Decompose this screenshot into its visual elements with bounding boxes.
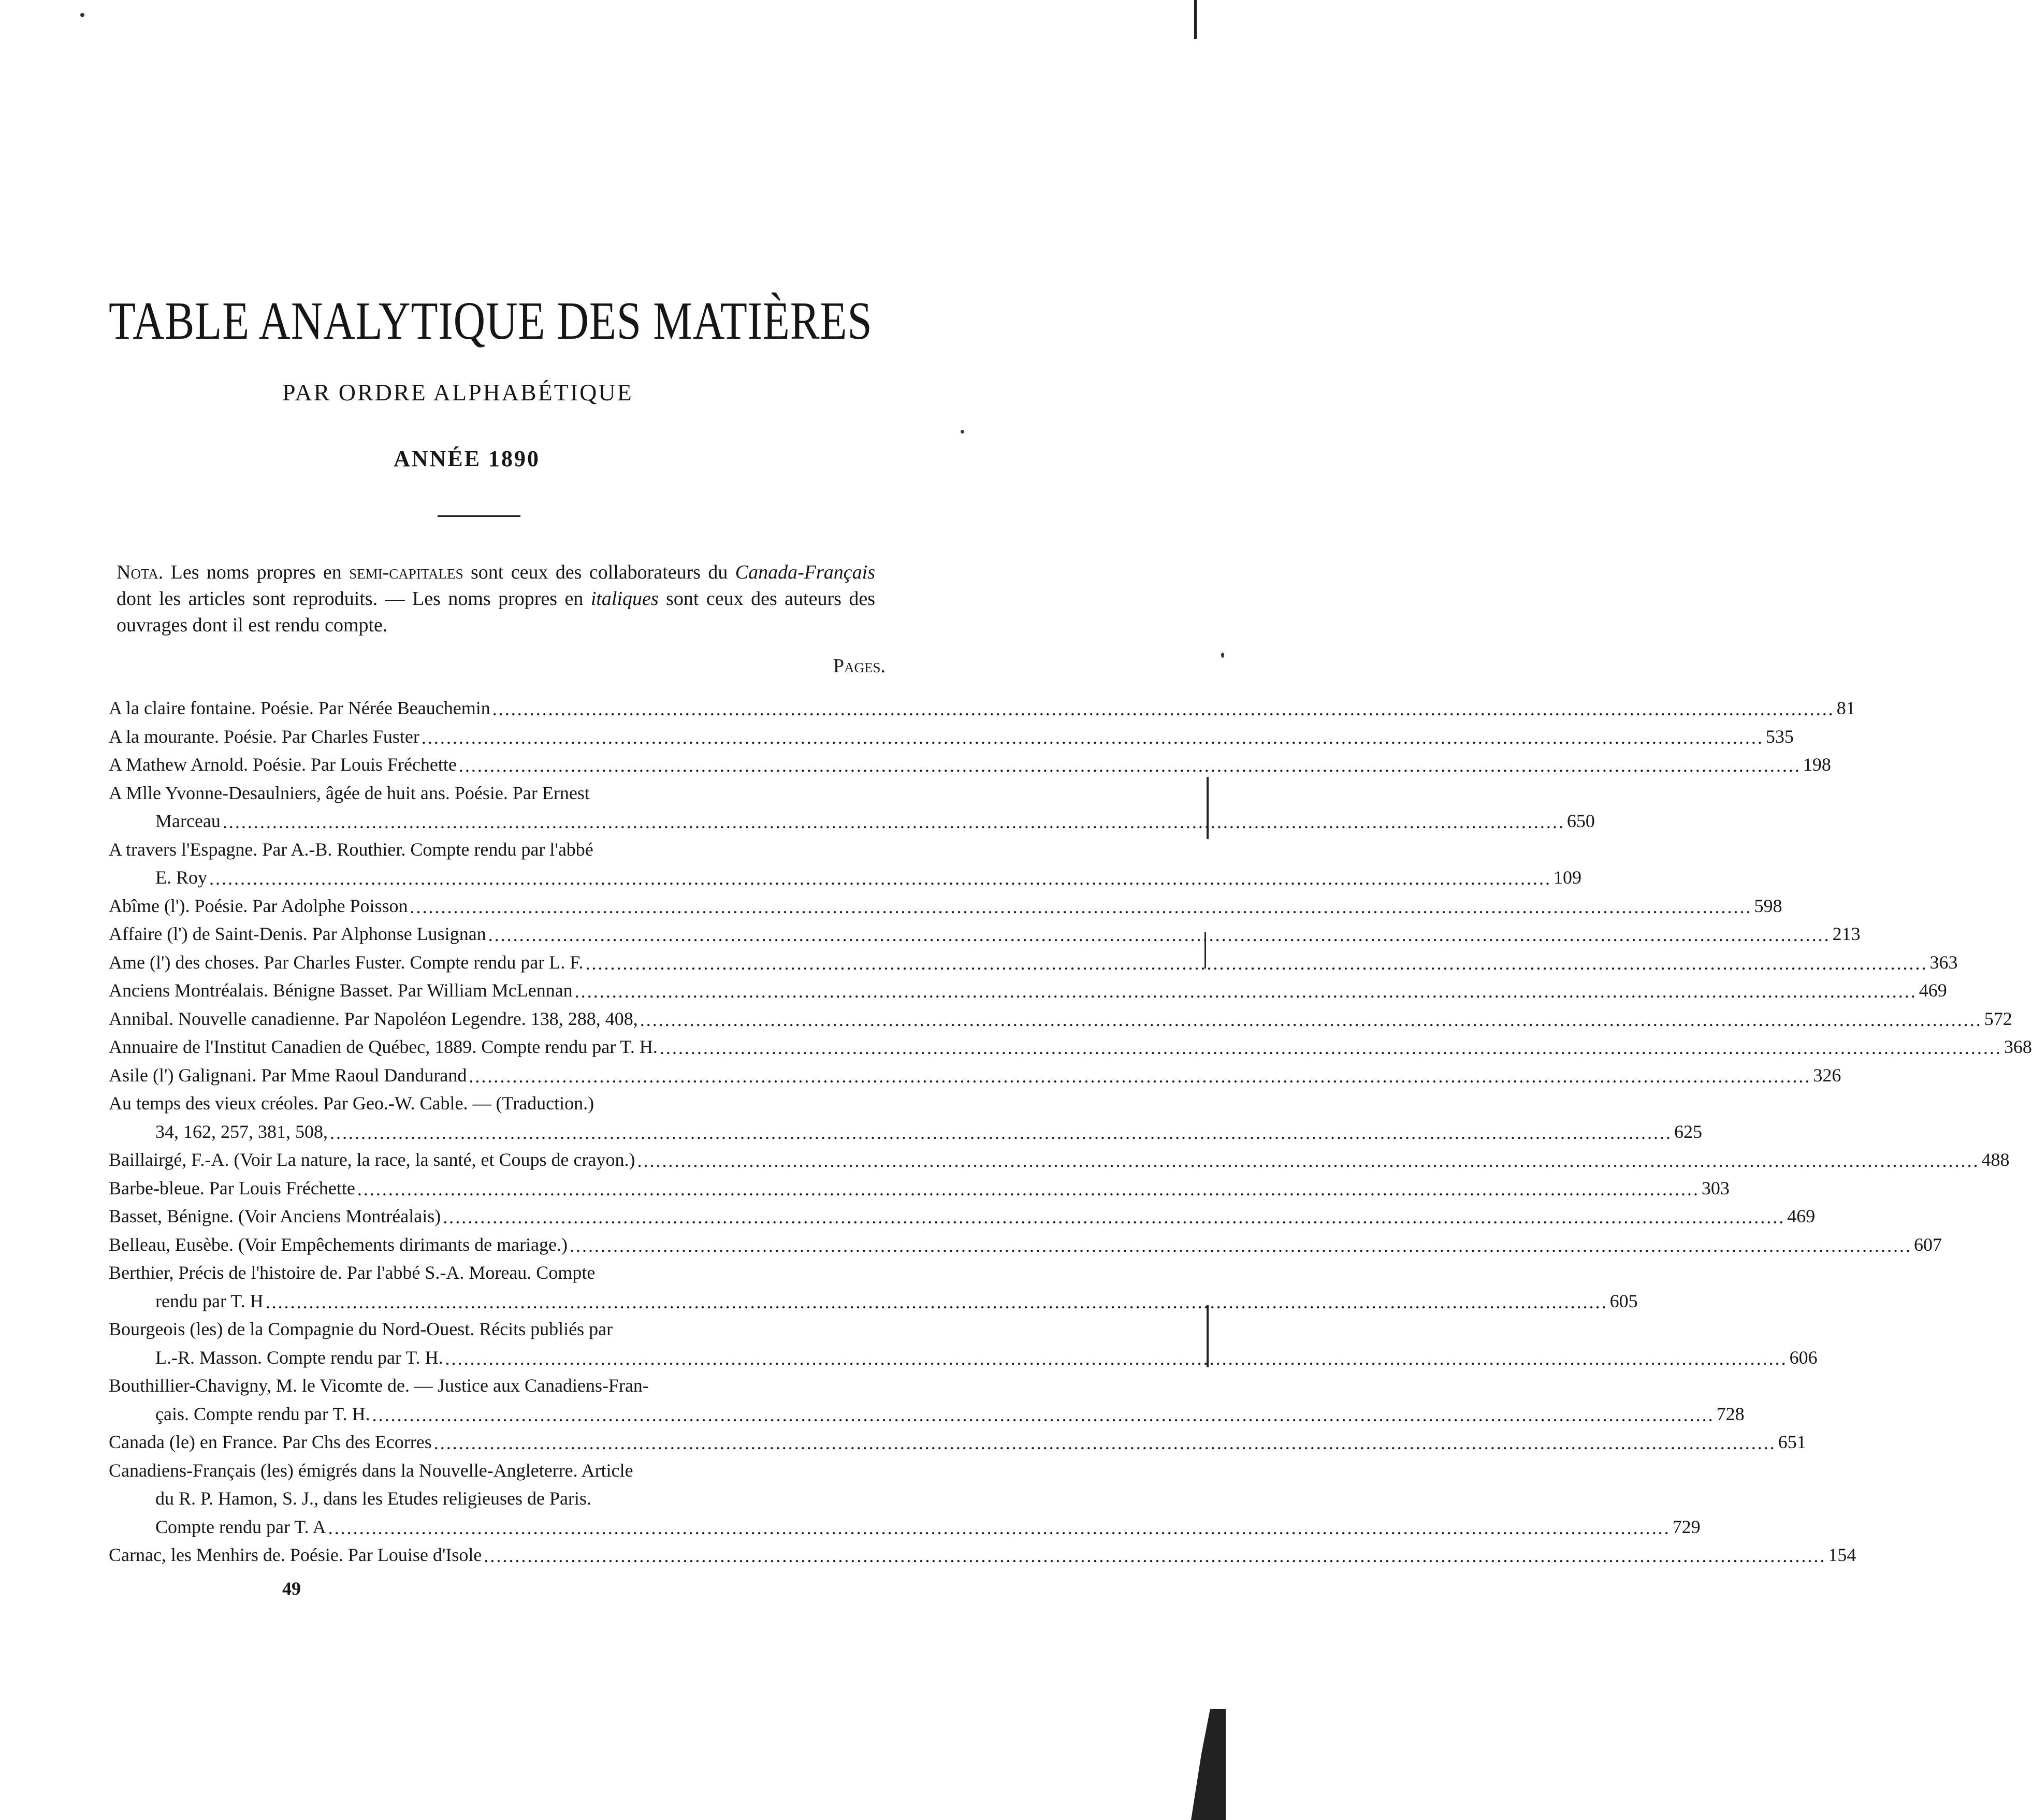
entry-page-number: 728: [1716, 1403, 1745, 1424]
entry-page-number: 535: [1765, 726, 1794, 747]
entry-line: [109, 1146, 2010, 1174]
dot-leader: [660, 1034, 2002, 1052]
entry-page-number: 488: [1981, 1149, 2010, 1170]
dot-leader: [492, 695, 1835, 714]
entry-page-number: 213: [1832, 923, 1861, 944]
entry-page-number: 81: [1836, 698, 1855, 718]
pages-column-heading: Pages.: [833, 655, 886, 677]
nota-text-4: sont ceux des auteurs des ouvrages dont il est rendu compte.: [117, 588, 875, 636]
entry-page-number: 607: [1914, 1234, 1942, 1255]
entry-text: Ame (l') des choses. Par Charles Fuster. Compte rendu par L. F.: [109, 951, 584, 973]
nota-lead: Nota.: [117, 561, 164, 583]
entry-page-number: 363: [1929, 951, 1958, 973]
dot-leader: [640, 1006, 1982, 1024]
scan-edge-mark: [1204, 932, 1206, 969]
entry-line: [109, 1287, 1638, 1316]
nota-text-3: dont les articles sont reproduits. — Les noms propres en: [117, 588, 591, 610]
entry-line: [109, 1484, 880, 1513]
scan-speck: [1221, 653, 1224, 658]
entry-text: Basset, Bénigne. (Voir Anciens Montréalais): [109, 1206, 441, 1226]
entry-line: [109, 1400, 1745, 1428]
entry-line: [109, 1259, 880, 1287]
nota-text-2: sont ceux des collaborateurs du: [463, 561, 735, 583]
entry-text: E. Roy: [155, 867, 208, 888]
entry-text: Bouthillier-Chavigny, M. le Vicomte de. — Justice aux Canadiens-Fran-: [109, 1375, 649, 1396]
dot-leader: [266, 1288, 1608, 1307]
index-entries: [109, 694, 2032, 1569]
entry-line: [109, 1005, 2012, 1033]
nota-italic-term-1: Canada-Français: [735, 561, 876, 583]
index-entry: [109, 892, 1782, 920]
index-entry: [109, 1315, 1818, 1371]
dot-leader: [459, 752, 1801, 770]
entry-text: Belleau, Eusèbe. (Voir Empêchements dirimants de mariage.): [109, 1234, 568, 1255]
index-entry: [109, 1259, 1638, 1315]
scan-speck: [961, 430, 964, 434]
entry-text: rendu par T. H: [155, 1290, 264, 1311]
index-entry: [109, 779, 1595, 835]
entry-line: [109, 1231, 1942, 1259]
entry-line: [109, 1118, 1702, 1146]
index-entry: [109, 1146, 2010, 1174]
entry-line: [109, 1428, 1806, 1456]
scan-edge-mark: [1207, 777, 1209, 839]
entry-text: A Mlle Yvonne-Desaulniers, âgée de huit ans. Poésie. Par Ernest: [109, 782, 590, 803]
dot-leader: [357, 1175, 1700, 1194]
year-heading: ANNÉE 1890: [394, 446, 541, 471]
entry-text: Annibal. Nouvelle canadienne. Par Napoléon Legendre. 138, 288, 408,: [109, 1008, 638, 1029]
dot-leader: [330, 1119, 1672, 1137]
dot-leader: [328, 1514, 1671, 1533]
entry-text: Asile (l') Galignani. Par Mme Raoul Dandurand: [109, 1064, 467, 1086]
index-entry: [109, 835, 1582, 892]
entry-line: [109, 779, 880, 807]
entry-line: [109, 1315, 880, 1344]
dot-leader: [637, 1147, 1979, 1165]
entry-page-number: 368: [2004, 1036, 2032, 1057]
dot-leader: [570, 1232, 1912, 1250]
entry-page-number: 598: [1754, 895, 1782, 916]
entry-page-number: 469: [1919, 980, 1947, 1001]
entry-line: [109, 948, 1958, 977]
dot-leader: [443, 1203, 1785, 1222]
dot-leader: [469, 1062, 1811, 1081]
index-entry: [109, 1174, 1730, 1203]
index-entry: [109, 1541, 1856, 1569]
entry-text: Marceau: [155, 811, 221, 831]
scan-speck: [80, 13, 84, 17]
entry-line: [109, 694, 1855, 723]
entry-text: Anciens Montréalais. Bénigne Basset. Par William McLennan: [109, 980, 573, 1001]
entry-text: Canada (le) en France. Par Chs des Ecorres: [109, 1432, 432, 1452]
entry-line: [109, 1089, 880, 1118]
entry-text: Canadiens-Français (les) émigrés dans la Nouvelle-Angleterre. Article: [109, 1460, 633, 1481]
entry-line: [109, 920, 1861, 948]
index-entry: [109, 920, 1861, 948]
entry-line: [109, 807, 1595, 835]
index-entry: [109, 750, 1831, 779]
entry-page-number: 469: [1787, 1206, 1816, 1226]
index-entry: [109, 1428, 1806, 1456]
index-entry: [109, 694, 1855, 723]
entry-text: L.-R. Masson. Compte rendu par T. H.: [155, 1347, 443, 1368]
entry-page-number: 154: [1828, 1544, 1856, 1565]
entry-page-number: 729: [1672, 1516, 1701, 1537]
entry-line: [109, 863, 1582, 892]
entry-text: Berthier, Précis de l'histoire de. Par l'abbé S.-A. Moreau. Compte: [109, 1262, 596, 1283]
dot-leader: [410, 893, 1752, 912]
entry-line: [109, 1061, 1841, 1090]
entry-page-number: 625: [1674, 1121, 1702, 1142]
entry-text: Affaire (l') de Saint-Denis. Par Alphonse Lusignan: [109, 923, 486, 944]
index-entry: [109, 1371, 1745, 1428]
entry-text: Au temps des vieux créoles. Par Geo.-W. Cable. — (Traduction.): [109, 1093, 594, 1114]
index-entry: [109, 723, 1794, 751]
dot-leader: [488, 921, 1831, 940]
index-entry: [109, 976, 1947, 1005]
nota-smallcaps-term: semi-capitales: [349, 561, 463, 583]
entry-page-number: 572: [1984, 1008, 2012, 1029]
index-entry: [109, 948, 1958, 977]
index-entry: [109, 1456, 1701, 1541]
entry-page-number: 109: [1554, 867, 1582, 888]
entry-text: A travers l'Espagne. Par A.-B. Routhier. Compte rendu par l'abbé: [109, 839, 593, 860]
entry-page-number: 198: [1803, 754, 1831, 775]
nota-paragraph: [117, 559, 875, 639]
entry-line: [109, 1371, 880, 1400]
entry-line: [109, 892, 1782, 920]
index-entry: [109, 1089, 1702, 1146]
entry-text: 34, 162, 257, 381, 508,: [155, 1121, 328, 1142]
entry-line: [109, 835, 880, 864]
scan-edge-mark: [1194, 0, 1197, 39]
scan-edge-mark: [1207, 1305, 1209, 1367]
page-number: 49: [282, 1578, 301, 1599]
entry-line: [109, 723, 1794, 751]
dot-leader: [422, 724, 1764, 742]
dot-leader: [585, 949, 1927, 968]
index-entry: [109, 1005, 2012, 1033]
entry-page-number: 606: [1789, 1347, 1818, 1368]
dot-leader: [209, 864, 1551, 883]
page-subtitle: PAR ORDRE ALPHABÉTIQUE: [282, 379, 633, 406]
entry-text: Bourgeois (les) de la Compagnie du Nord-Ouest. Récits publiés par: [109, 1319, 613, 1339]
entry-page-number: 650: [1566, 811, 1595, 831]
dot-leader: [575, 977, 1917, 996]
entry-page-number: 651: [1778, 1432, 1806, 1452]
entry-line: [109, 976, 1947, 1005]
entry-page-number: 303: [1701, 1177, 1730, 1198]
entry-text: A Mathew Arnold. Poésie. Par Louis Fréchette: [109, 754, 457, 775]
entry-text: A la claire fontaine. Poésie. Par Nérée Beauchemin: [109, 698, 490, 718]
title-divider: [438, 515, 520, 517]
dot-leader: [223, 808, 1565, 827]
entry-page-number: 326: [1813, 1064, 1841, 1086]
entry-line: [109, 1456, 880, 1485]
dot-leader: [445, 1345, 1788, 1363]
index-entry: [109, 1231, 1942, 1259]
nota-italic-term-2: italiques: [590, 588, 659, 610]
nota-text-1: Les noms propres en: [163, 561, 350, 583]
entry-text: Barbe-bleue. Par Louis Fréchette: [109, 1177, 355, 1198]
entry-line: [109, 750, 1831, 779]
entry-text: çais. Compte rendu par T. H.: [155, 1403, 370, 1424]
index-entry: [109, 1202, 1816, 1231]
entry-line: [109, 1513, 1701, 1541]
entry-page-number: 605: [1609, 1290, 1638, 1311]
entry-line: [109, 1344, 1818, 1372]
dot-leader: [372, 1401, 1715, 1420]
entry-line: [109, 1541, 1856, 1569]
dot-leader: [484, 1542, 1826, 1561]
dot-leader: [434, 1429, 1776, 1448]
entry-line: [109, 1174, 1730, 1203]
entry-line: [109, 1202, 1816, 1231]
entry-text: Baillairgé, F.-A. (Voir La nature, la race, la santé, et Coups de crayon.): [109, 1149, 635, 1170]
entry-line: [109, 1033, 2032, 1061]
scan-edge-shadow: [1191, 1709, 1226, 1820]
index-entry: [109, 1061, 1841, 1090]
entry-text: A la mourante. Poésie. Par Charles Fuster: [109, 726, 419, 747]
page-title: TABLE ANALYTIQUE DES MATIÈRES: [109, 291, 873, 351]
entry-text: du R. P. Hamon, S. J., dans les Etudes religieuses de Paris.: [155, 1488, 591, 1509]
entry-text: Abîme (l'). Poésie. Par Adolphe Poisson: [109, 895, 408, 916]
entry-text: Annuaire de l'Institut Canadien de Québec, 1889. Compte rendu par T. H.: [109, 1036, 658, 1057]
entry-text: Carnac, les Menhirs de. Poésie. Par Louise d'Isole: [109, 1544, 482, 1565]
index-entry: [109, 1033, 2032, 1061]
entry-text: Compte rendu par T. A: [155, 1516, 326, 1537]
